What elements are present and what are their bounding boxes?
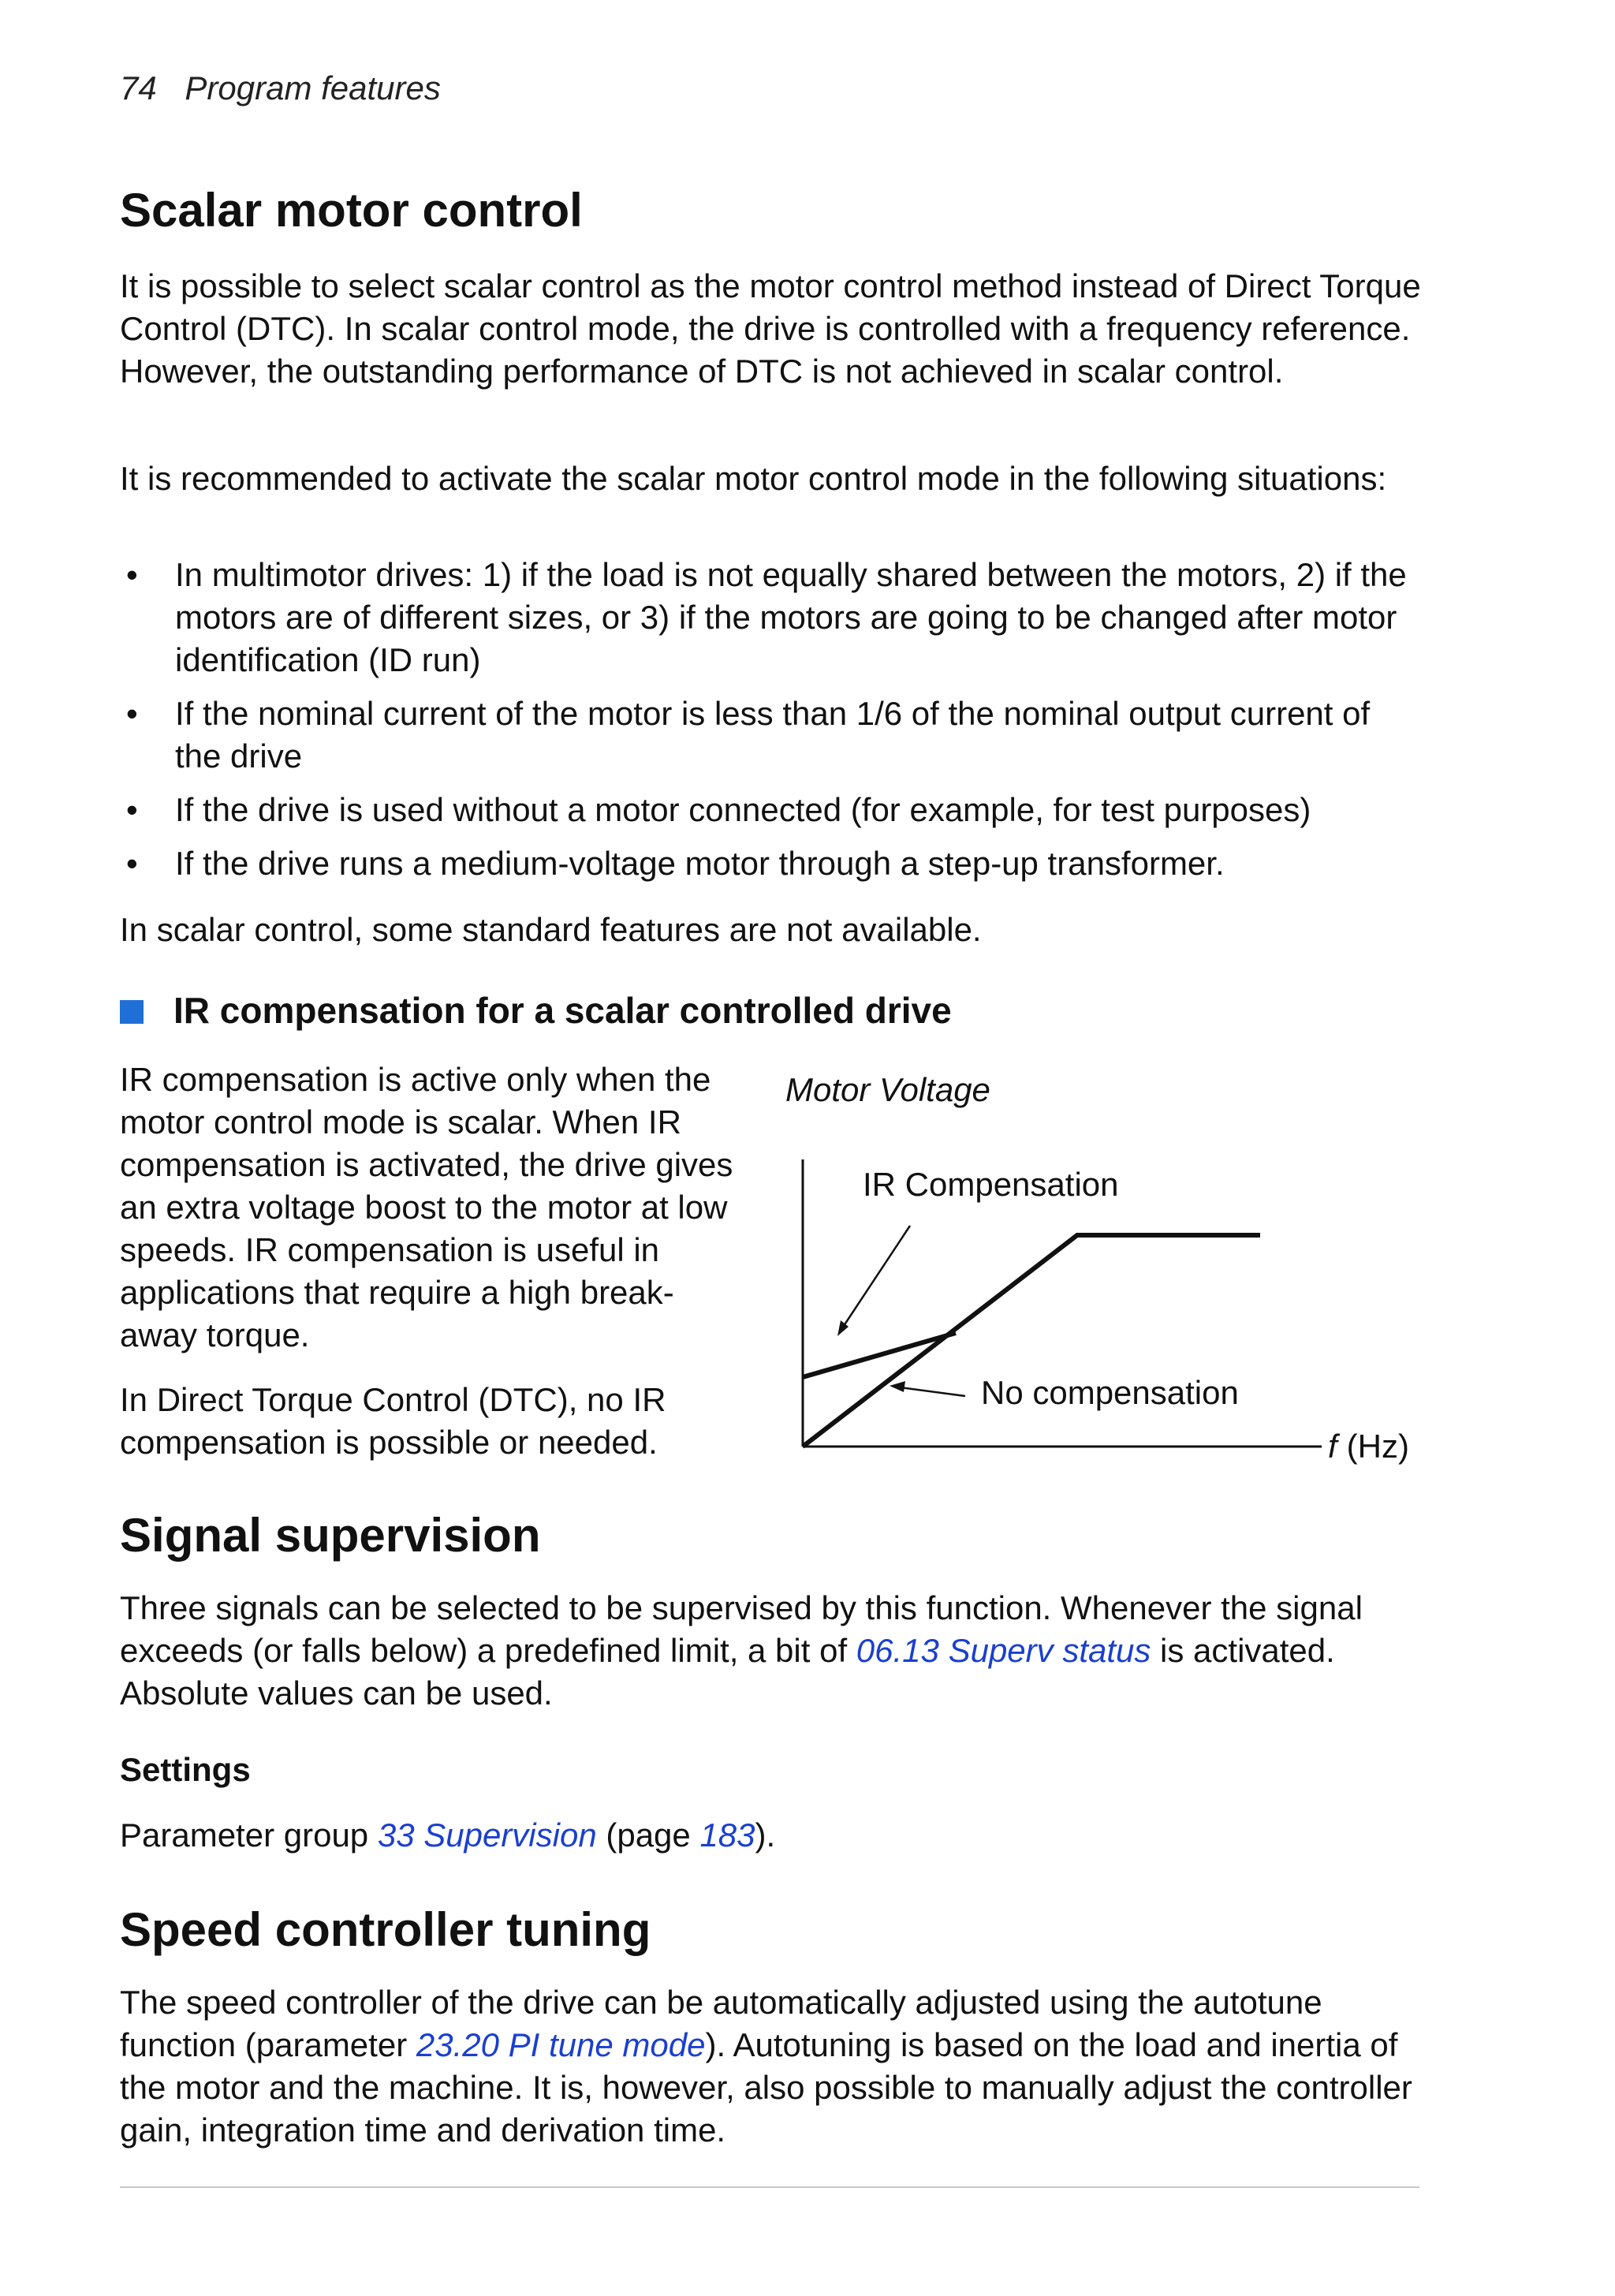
ir-paragraph-2: In Direct Torque Control (DTC), no IR compensation is possible or needed. bbox=[120, 1381, 666, 1461]
x-axis-label-var: f bbox=[1328, 1428, 1337, 1465]
ir-compensation-diagram bbox=[757, 1057, 1467, 1483]
speed-text-a: The speed controller of the drive can be automatically adjusted using the autotune function (parameter bbox=[120, 1984, 1322, 2063]
ir-compensation-label: IR Compensation bbox=[863, 1166, 1119, 1203]
scalar-bullet-list bbox=[120, 554, 1421, 896]
bullet-item: • In multimotor drives: 1) if the load is not equally shared between the motors, 2) if the motors are of different sizes, or 3) if the motors are going to be changed after motor identification (ID run) bbox=[120, 554, 1421, 681]
bullet-item: • If the drive runs a medium-voltage motor through a step-up transformer. bbox=[120, 842, 1421, 885]
settings-heading: Settings bbox=[120, 1751, 251, 1788]
signal-text-a: Three signals can be selected to be supervised by this function. Whenever the signal exceeds (or falls below) a predefined limit, a bit of bbox=[120, 1589, 1363, 1669]
pi-tune-mode-link[interactable]: 23.20 PI tune mode bbox=[416, 2026, 706, 2063]
ir-compensation-line bbox=[803, 1333, 956, 1377]
footer-divider bbox=[120, 2186, 1419, 2188]
supervision-group-link[interactable]: 33 Supervision bbox=[377, 1816, 597, 1854]
ir-pointer-line bbox=[839, 1226, 910, 1333]
scalar-paragraph-2: It is recommended to activate the scalar motor control mode in the following situations: bbox=[120, 460, 1387, 497]
signal-title: Signal supervision bbox=[120, 1509, 541, 1562]
speed-paragraph bbox=[120, 1981, 1421, 2152]
settings-paragraph bbox=[120, 1814, 1421, 1857]
no-compensation-line bbox=[803, 1235, 1260, 1447]
no-comp-pointer-arrowhead bbox=[890, 1381, 905, 1392]
signal-paragraph bbox=[120, 1587, 1421, 1715]
no-comp-pointer-line bbox=[894, 1387, 965, 1396]
no-compensation-label: No compensation bbox=[981, 1374, 1239, 1411]
signal-text-b: is activated. Absolute values can be used. bbox=[120, 1632, 1335, 1712]
ir-title: IR compensation for a scalar controlled drive bbox=[173, 990, 952, 1031]
superv-status-link[interactable]: 06.13 Superv status bbox=[856, 1632, 1151, 1669]
y-axis-label: Motor Voltage bbox=[785, 1071, 990, 1108]
page-183-link[interactable]: 183 bbox=[699, 1816, 755, 1854]
page-number: 74 bbox=[120, 69, 157, 106]
section-name: Program features bbox=[185, 69, 441, 106]
bullet-item: • If the drive is used without a motor connected (for example, for test purposes) bbox=[120, 789, 1421, 831]
running-header bbox=[120, 69, 441, 107]
scalar-paragraph-3: In scalar control, some standard features are not available. bbox=[120, 911, 982, 948]
settings-text-a: Parameter group bbox=[120, 1816, 378, 1854]
x-axis-label-unit: (Hz) bbox=[1346, 1428, 1409, 1465]
x-axis-label bbox=[1328, 1428, 1409, 1465]
scalar-paragraph-1: It is possible to select scalar control as the motor control method instead of Direct Torque Control (DTC). In scalar control mode, the drive is controlled with a frequency reference. However, the outstanding performance of DTC is not achieved in scalar control. bbox=[120, 267, 1421, 390]
speed-text-b: ). Autotuning is based on the load and inertia of the motor and the machine. It is, however, also possible to manually adjust the controller gain, integration time and derivation time. bbox=[120, 2026, 1412, 2149]
ir-paragraph-1: IR compensation is active only when the motor control mode is scalar. When IR compensation is activated, the drive gives an extra voltage boost to the motor at low speeds. IR compensation is useful in applications that require a high break-away torque. bbox=[120, 1061, 733, 1353]
bullet-item: • If the nominal current of the motor is less than 1/6 of the nominal output current of the drive bbox=[120, 693, 1421, 778]
ir-section-heading bbox=[120, 989, 952, 1032]
speed-title: Speed controller tuning bbox=[120, 1903, 651, 1956]
section-square-icon bbox=[120, 1000, 144, 1024]
settings-text-c: ). bbox=[755, 1816, 776, 1854]
settings-text-b: (page bbox=[596, 1816, 700, 1854]
scalar-title: Scalar motor control bbox=[120, 184, 583, 237]
